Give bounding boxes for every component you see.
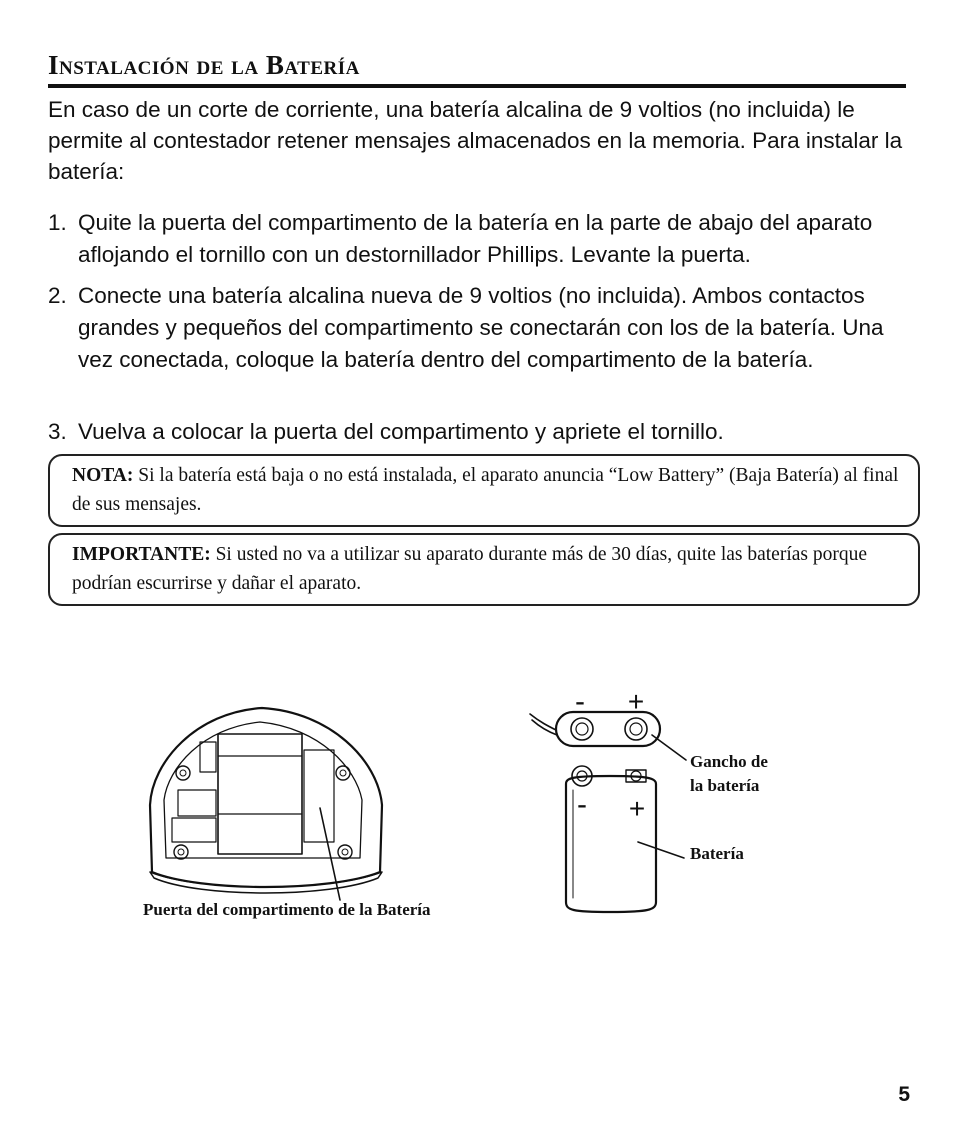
clip-caption-line: Gancho de (690, 752, 768, 771)
door-caption: Puerta del compartimento de la Batería (143, 900, 431, 919)
battery-caption: Batería (690, 844, 744, 863)
nota-text: Si la batería está baja o no está instalada, el aparato anuncia “Low Battery” (Baja Batería) al final de sus mensajes. (72, 465, 899, 515)
battery-door (218, 734, 302, 854)
battery-minus-symbol: - (577, 788, 587, 821)
step-number: 3. (48, 419, 67, 444)
page-number: 5 (898, 1083, 910, 1106)
battery-plus-symbol: + (628, 793, 646, 824)
device-bottom-illustration (150, 708, 382, 900)
intro-paragraph: En caso de un corte de corriente, una batería alcalina de 9 voltios (no incluida) le permite al contestador retener mensajes almacenados en la memoria. Para instalar la batería: (48, 97, 903, 184)
clip-caption (690, 750, 768, 798)
clip-minus-symbol: - (575, 685, 585, 718)
step-text: Conecte una batería alcalina nueva de 9 voltios (no incluida). Ambos contactos grandes y pequeños del compartimento se conectarán con los de la batería. Una vez conectada, coloque la batería dentro del compartimento de la batería. (78, 283, 884, 372)
importante-label: IMPORTANTE: (72, 544, 211, 565)
nota-label: NOTA: (72, 465, 134, 486)
battery-clip-illustration (530, 712, 686, 760)
importante-text: Si usted no va a utilizar su aparato durante más de 30 días, quite las baterías porque podrían escurrirse y dañar el aparato. (72, 544, 868, 594)
step-number: 1. (48, 210, 67, 235)
step-text: Vuelva a colocar la puerta del compartimento y apriete el tornillo. (78, 419, 724, 444)
section-title: Instalación de la Batería (48, 50, 360, 80)
step-text: Quite la puerta del compartimento de la batería en la parte de abajo del aparato aflojando el tornillo con un destornillador Phillips. Levante la puerta. (78, 210, 873, 267)
clip-plus-symbol: + (627, 686, 645, 717)
step-number: 2. (48, 283, 67, 308)
clip-caption-line: la batería (690, 776, 760, 795)
